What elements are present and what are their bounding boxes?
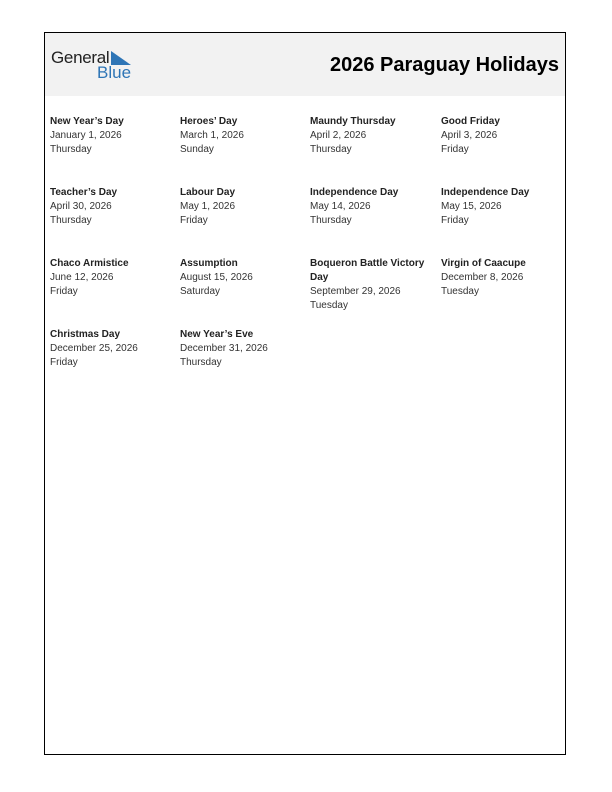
holiday-name: New Year’s Day <box>50 116 124 127</box>
generalblue-logo <box>51 48 141 84</box>
holiday-weekday: Friday <box>50 357 78 368</box>
holiday-item <box>310 115 441 186</box>
logo-general-text: General <box>51 48 110 67</box>
holiday-name: Chaco Armistice <box>50 258 129 269</box>
logo-blue-text: Blue <box>97 63 132 82</box>
holiday-name: Virgin of Caacupe <box>441 258 526 269</box>
holiday-item <box>441 257 566 328</box>
calendar-page <box>44 32 566 755</box>
holiday-weekday: Friday <box>441 215 469 226</box>
holiday-name: Boqueron Battle Victory Day <box>310 258 425 283</box>
holiday-date: April 3, 2026 <box>441 130 498 141</box>
holiday-date: May 15, 2026 <box>441 201 502 212</box>
holiday-item <box>180 257 310 328</box>
holiday-item <box>310 186 441 257</box>
holiday-weekday: Thursday <box>310 215 352 226</box>
holiday-weekday: Saturday <box>180 286 221 297</box>
holiday-weekday: Sunday <box>180 144 214 155</box>
holiday-item <box>50 257 180 328</box>
holiday-date: June 12, 2026 <box>50 272 114 283</box>
holiday-item <box>180 186 310 257</box>
holiday-name: Independence Day <box>310 187 399 198</box>
holiday-weekday: Thursday <box>50 215 92 226</box>
holiday-item <box>310 257 441 328</box>
holiday-item <box>50 115 180 186</box>
holiday-date: May 14, 2026 <box>310 201 371 212</box>
holiday-name: Independence Day <box>441 187 530 198</box>
holiday-name: Heroes’ Day <box>180 116 238 127</box>
holiday-date: January 1, 2026 <box>50 130 122 141</box>
holiday-name: Assumption <box>180 258 238 269</box>
holiday-item <box>441 115 566 186</box>
holiday-name: Labour Day <box>180 187 236 198</box>
holiday-date: December 25, 2026 <box>50 343 138 354</box>
holiday-name: Maundy Thursday <box>310 116 396 127</box>
page-header <box>45 33 565 96</box>
holiday-date: August 15, 2026 <box>180 272 253 283</box>
holiday-item <box>50 186 180 257</box>
holiday-date: December 31, 2026 <box>180 343 268 354</box>
holiday-date: September 29, 2026 <box>310 286 401 297</box>
holiday-weekday: Thursday <box>310 144 352 155</box>
holiday-name: Good Friday <box>441 116 500 127</box>
holiday-name: Teacher’s Day <box>50 187 118 198</box>
holiday-item <box>50 328 180 399</box>
holiday-date: December 8, 2026 <box>441 272 524 283</box>
holiday-weekday: Friday <box>50 286 78 297</box>
holiday-weekday: Friday <box>441 144 469 155</box>
holiday-weekday: Friday <box>180 215 208 226</box>
holiday-date: April 2, 2026 <box>310 130 367 141</box>
holiday-name: New Year’s Eve <box>180 329 254 340</box>
holiday-date: May 1, 2026 <box>180 201 236 212</box>
holiday-weekday: Thursday <box>50 144 92 155</box>
holiday-item <box>180 328 310 399</box>
holiday-weekday: Tuesday <box>310 300 348 311</box>
holiday-date: April 30, 2026 <box>50 201 112 212</box>
holiday-date: March 1, 2026 <box>180 130 244 141</box>
holiday-item <box>441 186 566 257</box>
holiday-item <box>180 115 310 186</box>
holiday-grid <box>50 115 565 399</box>
holiday-weekday: Tuesday <box>441 286 479 297</box>
holiday-name: Christmas Day <box>50 329 121 340</box>
page-title: 2026 Paraguay Holidays <box>329 54 559 76</box>
holiday-weekday: Thursday <box>180 357 222 368</box>
